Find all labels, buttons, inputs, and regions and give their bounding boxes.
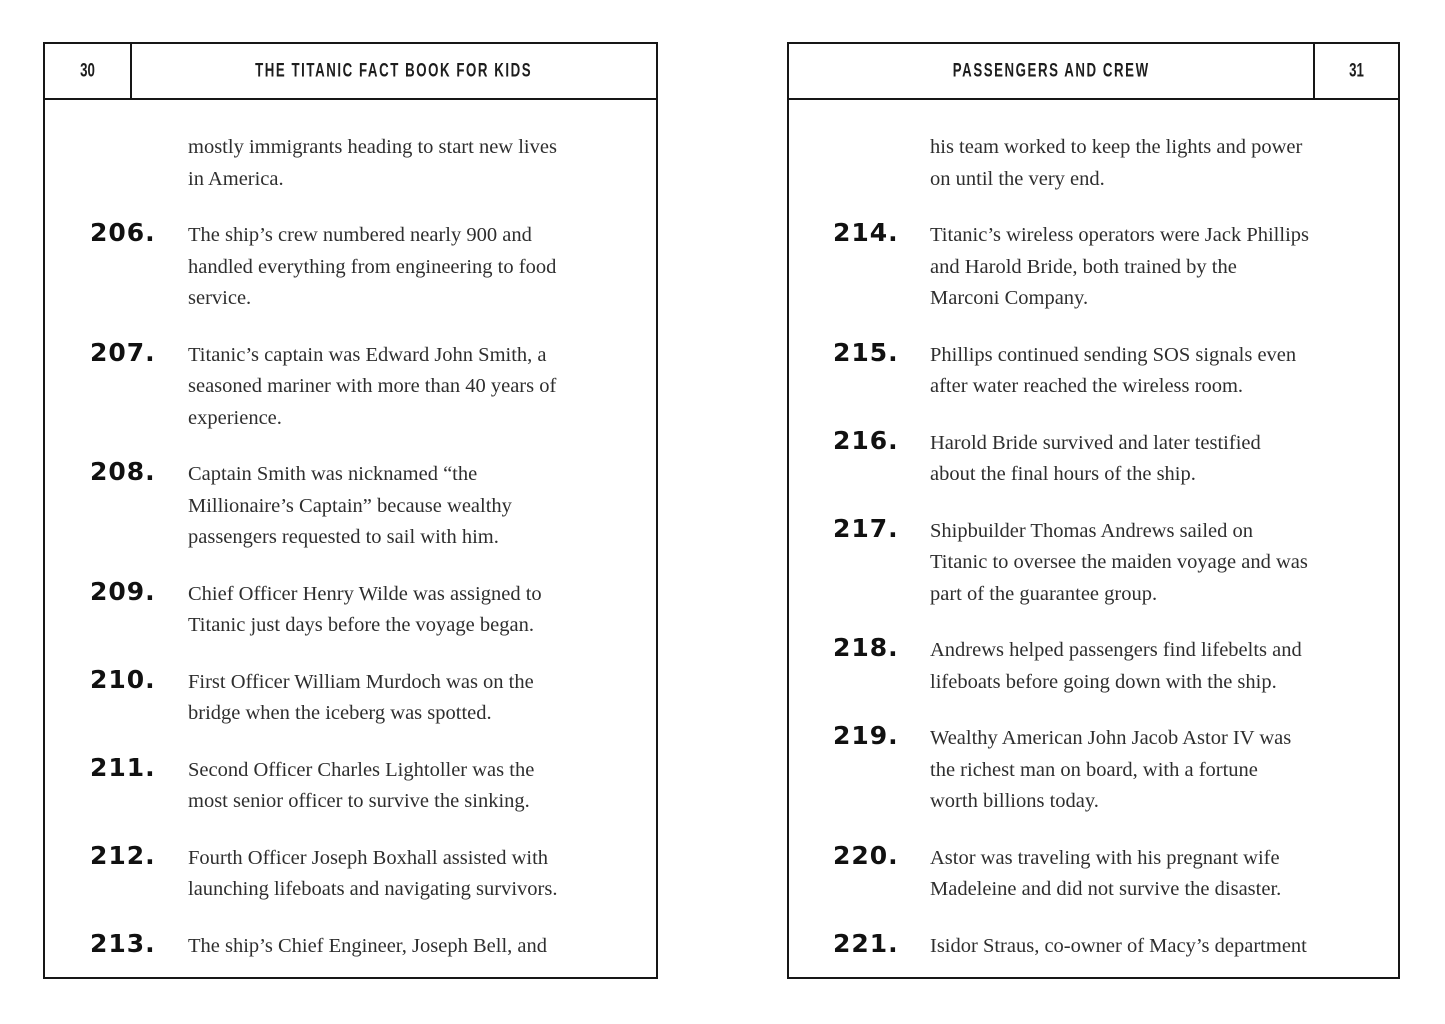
fact-text-line: Captain Smith was nicknamed “the xyxy=(188,463,478,485)
fact-item xyxy=(833,513,1384,611)
page-header xyxy=(789,44,1398,100)
fact-number: 208. xyxy=(90,457,156,486)
fact-item xyxy=(833,720,1384,818)
fact-text xyxy=(188,340,642,435)
fact-item xyxy=(90,456,642,554)
fact-number: 215. xyxy=(833,337,899,367)
fact-text-line: The ship’s Chief Engineer, Joseph Bell, and xyxy=(188,934,548,957)
fact-text-line: handled everything from engineering to food xyxy=(188,255,557,278)
fact-number: 221. xyxy=(833,928,899,958)
fact-text xyxy=(188,579,642,642)
fact-item xyxy=(90,576,642,642)
fact-text-line: experience. xyxy=(188,406,282,429)
continuation-line: mostly immigrants heading to start new lives xyxy=(188,136,557,158)
fact-text-line: Shipbuilder Thomas Andrews sailed on xyxy=(930,519,1254,542)
page-title-cell xyxy=(132,44,656,98)
fact-text xyxy=(930,723,1384,818)
fact-text-line: after water reached the wireless room. xyxy=(930,375,1244,397)
fact-text xyxy=(188,931,642,963)
fact-item xyxy=(90,217,642,315)
fact-text-line: and Harold Bride, both trained by the xyxy=(930,255,1237,278)
fact-text-line: part of the guarantee group. xyxy=(930,582,1158,605)
fact-text-line: Wealthy American John Jacob Astor IV was xyxy=(930,727,1292,749)
fact-text-line: Harold Bride survived and later testified xyxy=(930,431,1261,454)
fact-text xyxy=(930,340,1384,403)
fact-item xyxy=(833,217,1384,315)
fact-number: 217. xyxy=(833,513,899,543)
page-title-cell xyxy=(789,44,1313,98)
fact-text-line: most senior officer to survive the sinking. xyxy=(188,790,530,812)
fact-item xyxy=(90,664,642,730)
fact-text xyxy=(188,667,642,730)
page-content xyxy=(789,100,1398,962)
page-number-cell xyxy=(45,44,132,98)
fact-text-line: Phillips continued sending SOS signals even xyxy=(930,343,1297,366)
fact-text-line: Second Officer Charles Lightoller was the xyxy=(188,758,535,781)
fact-text-line: Chief Officer Henry Wilde was assigned to xyxy=(188,582,542,605)
fact-number: 213. xyxy=(90,928,156,958)
fact-number: 211. xyxy=(90,752,156,782)
fact-text-line: service. xyxy=(188,287,252,309)
fact-text-line: Isidor Straus, co-owner of Macy’s department xyxy=(930,934,1307,957)
fact-text-line: worth billions today. xyxy=(930,790,1099,812)
fact-item xyxy=(833,337,1384,403)
fact-text-line: passengers requested to sail with him. xyxy=(188,526,499,548)
fact-text xyxy=(930,931,1384,963)
fact-number: 220. xyxy=(833,840,899,870)
facts-list xyxy=(90,217,642,962)
chapter-title: PASSENGERS AND CREW xyxy=(952,59,1150,82)
fact-text-line: Marconi Company. xyxy=(930,287,1089,309)
fact-text xyxy=(930,428,1384,491)
fact-number: 218. xyxy=(833,633,899,662)
book-page-left xyxy=(43,42,658,979)
fact-text xyxy=(188,220,642,315)
fact-item xyxy=(833,632,1384,698)
page-number: 30 xyxy=(80,59,95,82)
page-number-cell xyxy=(1313,44,1398,98)
page-number: 31 xyxy=(1349,59,1364,82)
fact-number: 209. xyxy=(90,576,156,606)
fact-text-line: Andrews helped passengers find lifebelts and xyxy=(930,639,1302,661)
fact-item xyxy=(833,840,1384,906)
fact-text xyxy=(930,516,1384,611)
fact-text-line: bridge when the iceberg was spotted. xyxy=(188,702,492,724)
fact-number: 210. xyxy=(90,664,156,694)
fact-text-line: about the final hours of the ship. xyxy=(930,463,1196,485)
fact-text-line: Astor was traveling with his pregnant wife xyxy=(930,846,1280,869)
continuation-paragraph xyxy=(188,132,642,195)
fact-text xyxy=(188,459,642,554)
fact-text xyxy=(930,635,1384,698)
fact-text-line: First Officer William Murdoch was on the xyxy=(188,670,534,693)
fact-number: 207. xyxy=(90,337,156,367)
fact-text-line: Titanic just days before the voyage began. xyxy=(188,614,534,636)
page-content xyxy=(45,100,656,962)
fact-text xyxy=(930,220,1384,315)
fact-text-line: Titanic’s captain was Edward John Smith, a xyxy=(188,343,547,366)
continuation-line: in America. xyxy=(188,167,284,190)
fact-text-line: Titanic’s wireless operators were Jack Phillips xyxy=(930,224,1309,246)
fact-item xyxy=(833,928,1384,963)
facts-list xyxy=(833,217,1384,962)
fact-text-line: The ship’s crew numbered nearly 900 and xyxy=(188,224,532,246)
fact-number: 206. xyxy=(90,218,156,247)
fact-number: 216. xyxy=(833,425,899,455)
fact-text xyxy=(188,843,642,906)
fact-item xyxy=(90,928,642,963)
fact-item xyxy=(833,425,1384,491)
fact-number: 219. xyxy=(833,721,899,750)
fact-text-line: Titanic to oversee the maiden voyage and was xyxy=(930,551,1308,573)
book-page-right xyxy=(787,42,1400,979)
fact-item xyxy=(90,337,642,435)
fact-text xyxy=(188,755,642,818)
book-title: THE TITANIC FACT BOOK FOR KIDS xyxy=(255,59,533,82)
fact-text xyxy=(930,843,1384,906)
fact-text-line: Madeleine and did not survive the disaster. xyxy=(930,878,1282,900)
fact-text-line: the richest man on board, with a fortune xyxy=(930,758,1258,781)
fact-item xyxy=(90,840,642,906)
continuation-paragraph xyxy=(930,132,1384,195)
fact-text-line: seasoned mariner with more than 40 years of xyxy=(188,375,557,397)
fact-text-line: Millionaire’s Captain” because wealthy xyxy=(188,494,512,517)
fact-text-line: lifeboats before going down with the ship. xyxy=(930,670,1277,693)
fact-number: 212. xyxy=(90,840,156,870)
fact-text-line: Fourth Officer Joseph Boxhall assisted with xyxy=(188,846,549,869)
continuation-line: on until the very end. xyxy=(930,167,1105,190)
page-header xyxy=(45,44,656,100)
fact-number: 214. xyxy=(833,218,899,247)
fact-item xyxy=(90,752,642,818)
continuation-line: his team worked to keep the lights and power xyxy=(930,136,1303,158)
fact-text-line: launching lifeboats and navigating survivors. xyxy=(188,878,558,900)
